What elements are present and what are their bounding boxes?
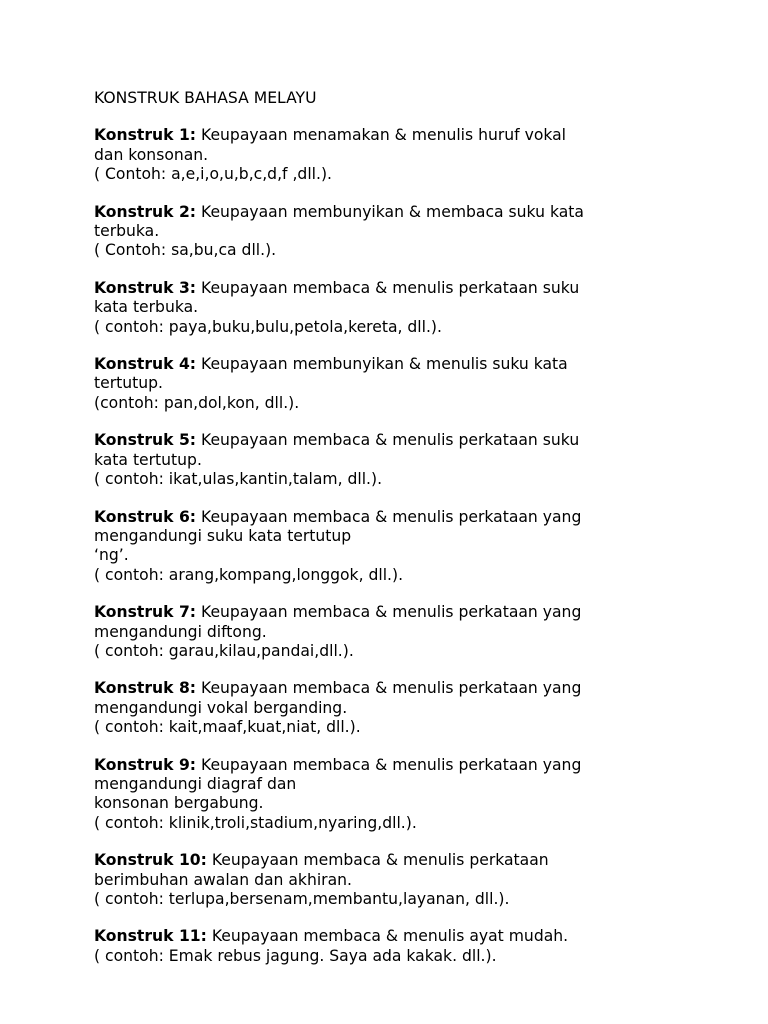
document-page: [94, 89, 734, 984]
construct-line: [94, 279, 734, 298]
document-title: KONSTRUK BAHASA MELAYU: [94, 89, 317, 107]
construct-line: mengandungi vokal berganding.: [94, 698, 348, 717]
construct-description: Keupayaan membaca & menulis perkataan yang: [196, 507, 582, 526]
construct-entry: [94, 508, 734, 586]
construct-description: Keupayaan menamakan & menulis huruf vokal: [196, 126, 567, 145]
construct-description: Keupayaan membaca & menulis perkataan yang: [196, 603, 582, 622]
construct-line: [94, 126, 734, 145]
construct-entry: [94, 679, 734, 737]
construct-line: ( contoh: paya,buku,bulu,petola,kereta, dll.).: [94, 317, 442, 336]
construct-line: [94, 355, 734, 374]
construct-line: kata terbuka.: [94, 298, 199, 317]
construct-description: Keupayaan membaca & menulis perkataan yang: [196, 679, 582, 698]
construct-entry: [94, 203, 734, 261]
construct-description: Keupayaan membaca & menulis perkataan yang: [196, 755, 582, 774]
construct-line: [94, 851, 734, 870]
construct-line: ( contoh: Emak rebus jagung. Saya ada kakak. dll.).: [94, 946, 497, 965]
construct-entry: [94, 603, 734, 661]
construct-description: Keupayaan membaca & menulis ayat mudah.: [206, 927, 569, 946]
construct-line: mengandungi diftong.: [94, 622, 267, 641]
construct-entry: [94, 431, 734, 489]
construct-line: dan konsonan.: [94, 145, 209, 164]
construct-line: terbuka.: [94, 222, 160, 241]
construct-entry: [94, 756, 734, 834]
construct-description: Keupayaan membaca & menulis perkataan suku: [196, 431, 580, 450]
construct-description: Keupayaan membaca & menulis perkataan: [206, 851, 549, 870]
construct-description: Keupayaan membaca & menulis perkataan suku: [196, 278, 580, 297]
construct-line: tertutup.: [94, 374, 163, 393]
construct-label: Konstruk 11:: [94, 927, 207, 946]
construct-label: Konstruk 6:: [94, 507, 197, 526]
construct-line: [94, 431, 734, 450]
construct-line: kata tertutup.: [94, 450, 202, 469]
construct-line: [94, 679, 734, 698]
construct-entry: [94, 927, 734, 966]
construct-line: ( Contoh: a,e,i,o,u,b,c,d,f ,dll.).: [94, 165, 332, 184]
construct-line: ( Contoh: sa,bu,ca dll.).: [94, 241, 277, 260]
construct-line: ( contoh: terlupa,bersenam,membantu,layanan, dll.).: [94, 890, 510, 908]
construct-line: [94, 508, 734, 527]
construct-line: ( contoh: arang,kompang,longgok, dll.).: [94, 565, 404, 584]
construct-label: Konstruk 3:: [94, 278, 197, 297]
construct-line: [94, 756, 734, 775]
construct-line: (contoh: pan,dol,kon, dll.).: [94, 393, 300, 412]
construct-line: [94, 203, 734, 222]
construct-entry: [94, 355, 734, 413]
construct-line: ( contoh: ikat,ulas,kantin,talam, dll.).: [94, 470, 383, 489]
construct-label: Konstruk 9:: [94, 755, 197, 774]
construct-label: Konstruk 8:: [94, 679, 197, 698]
construct-line: mengandungi suku kata tertutup: [94, 526, 352, 545]
construct-label: Konstruk 1:: [94, 126, 197, 145]
construct-description: Keupayaan membunyikan & membaca suku kata: [196, 202, 584, 221]
construct-entry: [94, 126, 734, 184]
construct-line: konsonan bergabung.: [94, 794, 264, 813]
construct-description: Keupayaan membunyikan & menulis suku kata: [196, 355, 568, 374]
construct-label: Konstruk 7:: [94, 603, 197, 622]
construct-line: [94, 927, 734, 946]
construct-label: Konstruk 10:: [94, 851, 207, 870]
construct-line: ( contoh: klinik,troli,stadium,nyaring,dll.).: [94, 813, 417, 832]
construct-list: [94, 126, 734, 966]
construct-label: Konstruk 5:: [94, 431, 197, 450]
construct-line: mengandungi diagraf dan: [94, 774, 297, 793]
construct-line: [94, 603, 734, 622]
construct-line: ‘ng’.: [94, 546, 129, 565]
construct-label: Konstruk 4:: [94, 355, 197, 374]
construct-line: ( contoh: kait,maaf,kuat,niat, dll.).: [94, 718, 361, 737]
construct-entry: [94, 851, 734, 909]
construct-label: Konstruk 2:: [94, 202, 197, 221]
construct-line: berimbuhan awalan dan akhiran.: [94, 870, 352, 889]
construct-entry: [94, 279, 734, 337]
construct-line: ( contoh: garau,kilau,pandai,dll.).: [94, 641, 354, 660]
